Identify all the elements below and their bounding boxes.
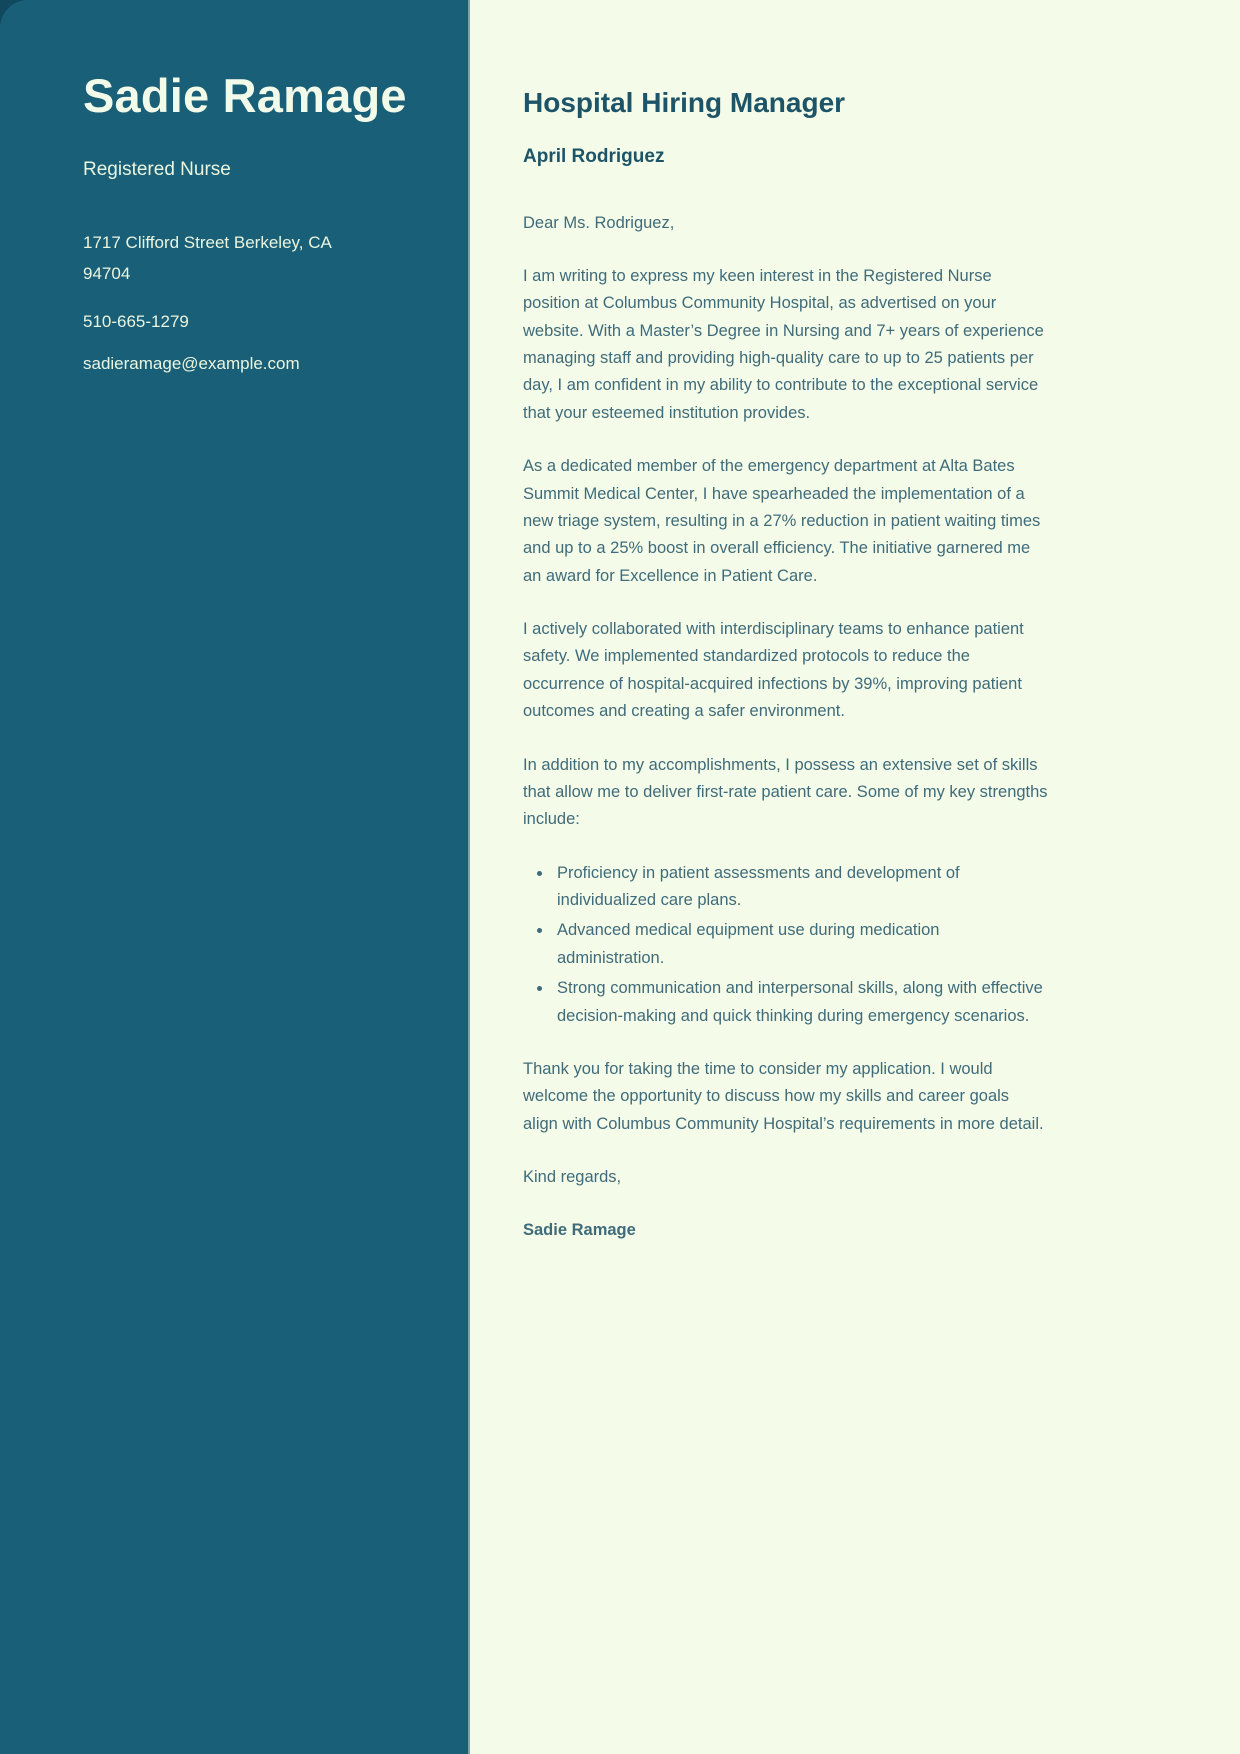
key-strengths-list — [523, 860, 1048, 1030]
strength-item: • Proficiency in patient assessments and development of individualized care plans. — [553, 860, 1048, 915]
address-line-1: 1717 Clifford Street Berkeley, CA — [83, 232, 332, 252]
closing-paragraph: Thank you for taking the time to consider my application. I would welcome the opportunity to discuss how my skills and career goals align with Columbus Community Hospital’s requirements in more detail. — [523, 1059, 1044, 1133]
recipient-title: Hospital Hiring Manager — [523, 87, 846, 118]
letter-paragraph: I am writing to express my keen interest in the Registered Nurse position at Columbus Community Hospital, as advertised on your website. With a Master’s Degree in Nursing and 7+ years of experience managing staff and providing high-quality care to up to 25 patients per day, I am confident in my ability to contribute to the exceptional service that your esteemed institution provides. — [523, 266, 1044, 422]
letter-paragraph: As a dedicated member of the emergency department at Alta Bates Summit Medical Center, I have spearheaded the implementation of a new triage system, resulting in a 27% reduction in patient waiting times and up to a 25% boost in overall efficiency. The initiative garnered me an award for Excellence in Patient Care. — [523, 457, 1041, 585]
signoff: Kind regards, — [523, 1168, 622, 1187]
strength-item: • Advanced medical equipment use during medication administration. — [553, 917, 1048, 972]
sidebar — [0, 0, 470, 1754]
contact-info — [83, 227, 410, 374]
recipient-name: April Rodriguez — [523, 145, 665, 167]
signature: Sadie Ramage — [523, 1221, 636, 1240]
letter-content — [523, 86, 1048, 1245]
letter-body — [470, 0, 1240, 1754]
address-line-2: 94704 — [83, 264, 131, 284]
applicant-email: sadieramage@example.com — [83, 353, 300, 373]
applicant-job-title: Registered Nurse — [83, 158, 231, 180]
applicant-address — [83, 227, 410, 290]
salutation: Dear Ms. Rodriguez, — [523, 213, 675, 232]
letter-paragraph: I actively collaborated with interdisciplinary teams to enhance patient safety. We implemented standardized protocols to reduce the occurrence of hospital-acquired infections by 39%, improving patient outcomes and creating a safer environment. — [523, 620, 1024, 721]
letter-paragraph: In addition to my accomplishments, I possess an extensive set of skills that allow me to deliver first-rate patient care. Some of my key strengths include: — [523, 755, 1048, 829]
applicant-phone: 510-665-1279 — [83, 311, 189, 331]
applicant-name: Sadie Ramage — [83, 69, 407, 122]
strength-item: • Strong communication and interpersonal skills, along with effective decision-making and quick thinking during emergency scenarios. — [553, 975, 1048, 1030]
